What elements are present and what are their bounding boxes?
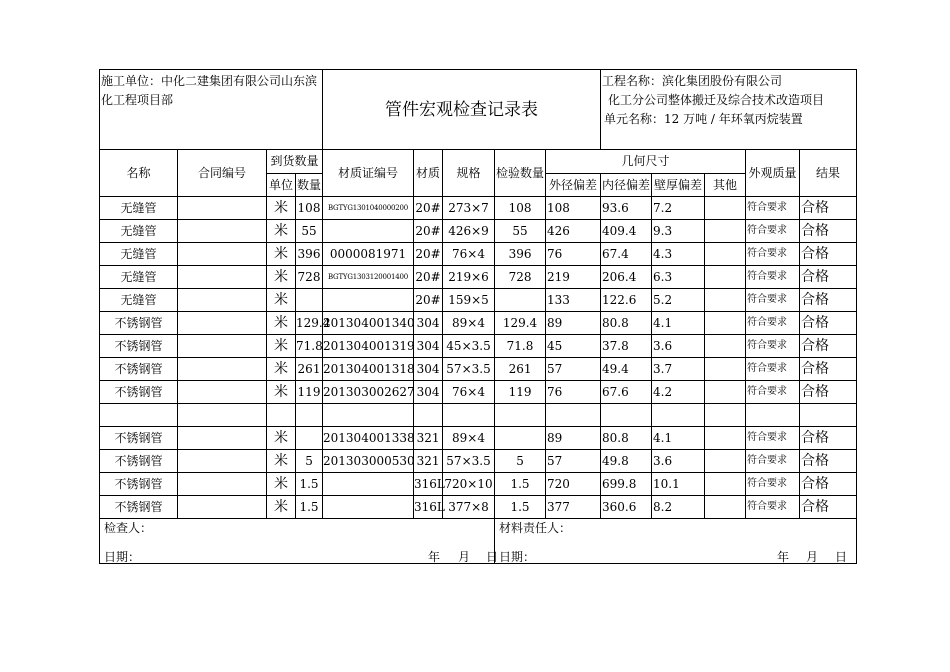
cell-contract	[178, 496, 267, 519]
cell-material: 20#	[414, 289, 443, 312]
cell-cert: 201303002627	[323, 381, 414, 404]
cell-wall-dev: 3.6	[652, 450, 705, 473]
unit-name: 单元名称：12 万吨 / 年环氧丙烷装置	[604, 112, 803, 126]
cell-wall-dev	[652, 404, 705, 427]
cell-od-dev: 57	[546, 358, 601, 381]
cell-spec: 76×4	[443, 381, 495, 404]
cell-spec: 273×7	[443, 197, 495, 220]
cell-name: 不锈钢管	[100, 381, 178, 404]
cell-inspect-qty	[495, 404, 546, 427]
cell-material: 304	[414, 312, 443, 335]
cell-wall-dev: 7.2	[652, 197, 705, 220]
cell-unit: 米	[267, 243, 296, 266]
cell-unit: 米	[267, 427, 296, 450]
cell-cert: 201304001319	[323, 335, 414, 358]
cell-other	[705, 381, 746, 404]
cell-unit: 米	[267, 450, 296, 473]
cell-id-dev: 93.6	[601, 197, 652, 220]
cell-other	[705, 335, 746, 358]
cell-inspect-qty: 108	[495, 197, 546, 220]
cell-id-dev: 80.8	[601, 312, 652, 335]
cell-id-dev: 67.4	[601, 243, 652, 266]
col-header-material: 材质	[414, 150, 443, 197]
cell-result: 合格	[800, 427, 857, 450]
cell-spec: 89×4	[443, 427, 495, 450]
cell-id-dev	[601, 404, 652, 427]
cell-name: 不锈钢管	[100, 450, 178, 473]
cell-cert: BGTYG1301040000200	[323, 197, 414, 220]
col-header-inspect-qty: 检验数量	[495, 150, 546, 197]
cell-qty: 5	[296, 450, 323, 473]
cell-result: 合格	[800, 358, 857, 381]
cell-contract	[178, 381, 267, 404]
cell-contract	[178, 312, 267, 335]
cell-appearance: 符合要求	[746, 358, 800, 381]
cell-other	[705, 427, 746, 450]
cell-contract	[178, 473, 267, 496]
table-row	[100, 358, 857, 381]
col-header-qty: 数量	[296, 173, 323, 197]
cell-id-dev: 360.6	[601, 496, 652, 519]
cell-inspect-qty: 5	[495, 450, 546, 473]
cell-other	[705, 404, 746, 427]
cell-wall-dev: 9.3	[652, 220, 705, 243]
cell-id-dev: 409.4	[601, 220, 652, 243]
cell-id-dev: 67.6	[601, 381, 652, 404]
table-row	[100, 335, 857, 358]
table-row	[100, 289, 857, 312]
cell-appearance: 符合要求	[746, 427, 800, 450]
cell-material: 304	[414, 358, 443, 381]
cell-spec: 219×6	[443, 266, 495, 289]
page-title: 管件宏观检查记录表	[385, 99, 539, 120]
cell-id-dev: 122.6	[601, 289, 652, 312]
inspector-date-label: 日期：	[104, 550, 141, 564]
cell-qty: 728	[296, 266, 323, 289]
cell-appearance: 符合要求	[746, 496, 800, 519]
cell-name	[100, 404, 178, 427]
cell-id-dev: 206.4	[601, 266, 652, 289]
cell-qty	[296, 427, 323, 450]
cell-qty	[296, 404, 323, 427]
cell-cert: 0000081971	[323, 243, 414, 266]
cell-contract	[178, 289, 267, 312]
cell-cert: 201304001338	[323, 427, 414, 450]
table-row	[100, 450, 857, 473]
cell-qty: 108	[296, 197, 323, 220]
cell-contract	[178, 358, 267, 381]
cell-qty: 55	[296, 220, 323, 243]
cell-unit: 米	[267, 197, 296, 220]
cell-od-dev: 45	[546, 335, 601, 358]
cell-other	[705, 220, 746, 243]
table-row	[100, 381, 857, 404]
inspector-date-year: 年	[428, 550, 441, 564]
cell-inspect-qty	[495, 427, 546, 450]
cell-name: 不锈钢管	[100, 473, 178, 496]
cell-od-dev: 133	[546, 289, 601, 312]
cell-result: 合格	[800, 335, 857, 358]
cell-appearance	[746, 404, 800, 427]
cell-contract	[178, 427, 267, 450]
cell-cert	[323, 289, 414, 312]
cell-other	[705, 243, 746, 266]
table-row	[100, 473, 857, 496]
cell-od-dev: 219	[546, 266, 601, 289]
project-name: 工程名称：滨化集团股份有限公司	[602, 74, 783, 88]
cell-cert: 201303000530	[323, 450, 414, 473]
col-header-id-dev: 内径偏差	[601, 173, 652, 197]
cell-name: 不锈钢管	[100, 496, 178, 519]
cell-material: 321	[414, 427, 443, 450]
cell-qty: 1.5	[296, 473, 323, 496]
cell-appearance: 符合要求	[746, 450, 800, 473]
cell-spec: 720×10	[443, 473, 495, 496]
table-row	[100, 197, 857, 220]
cell-name: 无缝管	[100, 243, 178, 266]
cell-name: 不锈钢管	[100, 427, 178, 450]
cell-material: 321	[414, 450, 443, 473]
material-owner-date-month: 月	[806, 550, 819, 564]
cell-appearance: 符合要求	[746, 197, 800, 220]
cell-unit: 米	[267, 266, 296, 289]
cell-inspect-qty: 119	[495, 381, 546, 404]
material-owner-date-label: 日期：	[499, 550, 536, 564]
table-row	[100, 312, 857, 335]
cell-material: 316L	[414, 473, 443, 496]
cell-id-dev: 37.8	[601, 335, 652, 358]
material-owner-date-year: 年	[777, 550, 790, 564]
inspection-sheet	[99, 69, 857, 564]
cell-appearance: 符合要求	[746, 381, 800, 404]
cell-material: 20#	[414, 243, 443, 266]
cell-inspect-qty: 1.5	[495, 496, 546, 519]
cell-name: 不锈钢管	[100, 312, 178, 335]
inspector-cell	[100, 519, 499, 564]
col-header-cert: 材质证编号	[323, 150, 414, 197]
cell-spec: 377×8	[443, 496, 495, 519]
cell-cert: 201304001340	[323, 312, 414, 335]
cell-name: 无缝管	[100, 266, 178, 289]
cell-wall-dev: 4.3	[652, 243, 705, 266]
material-owner-date-day: 日	[835, 550, 848, 564]
cell-contract	[178, 197, 267, 220]
cell-other	[705, 450, 746, 473]
cell-other	[705, 473, 746, 496]
cell-unit: 米	[267, 473, 296, 496]
cell-inspect-qty: 396	[495, 243, 546, 266]
cell-spec: 159×5	[443, 289, 495, 312]
cell-wall-dev: 5.2	[652, 289, 705, 312]
cell-cert: 201304001318	[323, 358, 414, 381]
cell-od-dev: 426	[546, 220, 601, 243]
cell-inspect-qty: 129.4	[495, 312, 546, 335]
material-owner-cell	[495, 519, 857, 564]
cell-wall-dev: 10.1	[652, 473, 705, 496]
cell-inspect-qty: 55	[495, 220, 546, 243]
cell-other	[705, 197, 746, 220]
cell-cert	[323, 404, 414, 427]
table-body	[100, 197, 857, 519]
cell-name: 无缝管	[100, 220, 178, 243]
cell-appearance: 符合要求	[746, 220, 800, 243]
cell-other	[705, 289, 746, 312]
cell-od-dev: 108	[546, 197, 601, 220]
cell-wall-dev: 4.1	[652, 312, 705, 335]
cell-od-dev: 76	[546, 381, 601, 404]
cell-name: 不锈钢管	[100, 335, 178, 358]
cell-unit: 米	[267, 312, 296, 335]
cell-material: 20#	[414, 197, 443, 220]
col-header-wall-dev: 壁厚偏差	[652, 173, 705, 197]
cell-material: 304	[414, 335, 443, 358]
cell-material	[414, 404, 443, 427]
cell-unit: 米	[267, 496, 296, 519]
cell-result: 合格	[800, 450, 857, 473]
cell-appearance: 符合要求	[746, 312, 800, 335]
cell-appearance: 符合要求	[746, 335, 800, 358]
cell-material: 20#	[414, 220, 443, 243]
cell-spec: 89×4	[443, 312, 495, 335]
cell-result: 合格	[800, 266, 857, 289]
cell-other	[705, 496, 746, 519]
cell-od-dev: 76	[546, 243, 601, 266]
cell-result: 合格	[800, 289, 857, 312]
cell-wall-dev: 6.3	[652, 266, 705, 289]
cell-result: 合格	[800, 243, 857, 266]
cell-spec: 45×3.5	[443, 335, 495, 358]
cell-qty: 71.8	[296, 335, 323, 358]
inspector-label: 检查人：	[104, 521, 153, 535]
cell-od-dev: 377	[546, 496, 601, 519]
inspector-date-month: 月	[458, 550, 471, 564]
cell-appearance: 符合要求	[746, 266, 800, 289]
cell-spec: 76×4	[443, 243, 495, 266]
material-owner-label: 材料责任人：	[499, 521, 572, 535]
table-row	[100, 496, 857, 519]
cell-spec: 57×3.5	[443, 358, 495, 381]
col-header-appearance: 外观质量	[746, 150, 800, 197]
cell-material: 304	[414, 381, 443, 404]
table-row	[100, 266, 857, 289]
table-row	[100, 243, 857, 266]
cell-appearance: 符合要求	[746, 473, 800, 496]
col-header-spec: 规格	[443, 150, 495, 197]
cell-result	[800, 404, 857, 427]
cell-qty: 119	[296, 381, 323, 404]
cell-inspect-qty: 1.5	[495, 473, 546, 496]
cell-id-dev: 49.4	[601, 358, 652, 381]
cell-name: 无缝管	[100, 289, 178, 312]
cell-wall-dev: 4.1	[652, 427, 705, 450]
cell-unit	[267, 404, 296, 427]
col-header-other: 其他	[705, 173, 746, 197]
contractor-label: 施工单位：中化二建集团有限公司山东滨化工程项目部	[101, 74, 318, 107]
table-row	[100, 427, 857, 450]
inspector-date-day: 日	[486, 550, 499, 564]
cell-cert: BGTYG1303120001400	[323, 266, 414, 289]
cell-cert	[323, 473, 414, 496]
cell-other	[705, 312, 746, 335]
cell-other	[705, 266, 746, 289]
cell-unit: 米	[267, 220, 296, 243]
cell-contract	[178, 220, 267, 243]
record-table	[99, 69, 857, 564]
cell-contract	[178, 450, 267, 473]
cell-cert	[323, 496, 414, 519]
project-subtitle: 化工分公司整体搬迁及综合技术改造项目	[608, 93, 825, 107]
col-header-result: 结果	[800, 150, 857, 197]
cell-od-dev: 720	[546, 473, 601, 496]
cell-material: 316L	[414, 496, 443, 519]
cell-unit: 米	[267, 358, 296, 381]
cell-id-dev: 49.8	[601, 450, 652, 473]
cell-contract	[178, 266, 267, 289]
table-row	[100, 220, 857, 243]
cell-cert	[323, 220, 414, 243]
cell-inspect-qty	[495, 289, 546, 312]
cell-od-dev	[546, 404, 601, 427]
cell-spec: 57×3.5	[443, 450, 495, 473]
cell-spec	[443, 404, 495, 427]
cell-unit: 米	[267, 289, 296, 312]
col-header-contract: 合同编号	[178, 150, 267, 197]
col-header-name: 名称	[100, 150, 178, 197]
cell-unit: 米	[267, 335, 296, 358]
cell-unit: 米	[267, 381, 296, 404]
cell-spec: 426×9	[443, 220, 495, 243]
cell-qty	[296, 289, 323, 312]
cell-od-dev: 89	[546, 312, 601, 335]
cell-qty: 261	[296, 358, 323, 381]
cell-result: 合格	[800, 381, 857, 404]
cell-name: 不锈钢管	[100, 358, 178, 381]
cell-qty: 129.4	[296, 312, 323, 335]
cell-od-dev: 89	[546, 427, 601, 450]
cell-inspect-qty: 71.8	[495, 335, 546, 358]
cell-result: 合格	[800, 220, 857, 243]
cell-result: 合格	[800, 312, 857, 335]
cell-contract	[178, 243, 267, 266]
cell-result: 合格	[800, 197, 857, 220]
cell-appearance: 符合要求	[746, 243, 800, 266]
cell-wall-dev: 3.6	[652, 335, 705, 358]
cell-qty: 396	[296, 243, 323, 266]
cell-contract	[178, 335, 267, 358]
cell-appearance: 符合要求	[746, 289, 800, 312]
col-header-od-dev: 外径偏差	[546, 173, 601, 197]
col-header-unit: 单位	[267, 173, 296, 197]
cell-id-dev: 80.8	[601, 427, 652, 450]
cell-other	[705, 358, 746, 381]
cell-material: 20#	[414, 266, 443, 289]
cell-wall-dev: 8.2	[652, 496, 705, 519]
cell-id-dev: 699.8	[601, 473, 652, 496]
cell-result: 合格	[800, 496, 857, 519]
cell-contract	[178, 404, 267, 427]
col-header-geometry: 几何尺寸	[546, 150, 746, 174]
cell-name: 无缝管	[100, 197, 178, 220]
cell-result: 合格	[800, 473, 857, 496]
cell-inspect-qty: 261	[495, 358, 546, 381]
col-header-arrival: 到货数量	[267, 150, 323, 174]
cell-qty: 1.5	[296, 496, 323, 519]
cell-wall-dev: 4.2	[652, 381, 705, 404]
cell-wall-dev: 3.7	[652, 358, 705, 381]
cell-od-dev: 57	[546, 450, 601, 473]
table-row	[100, 404, 857, 427]
cell-inspect-qty: 728	[495, 266, 546, 289]
